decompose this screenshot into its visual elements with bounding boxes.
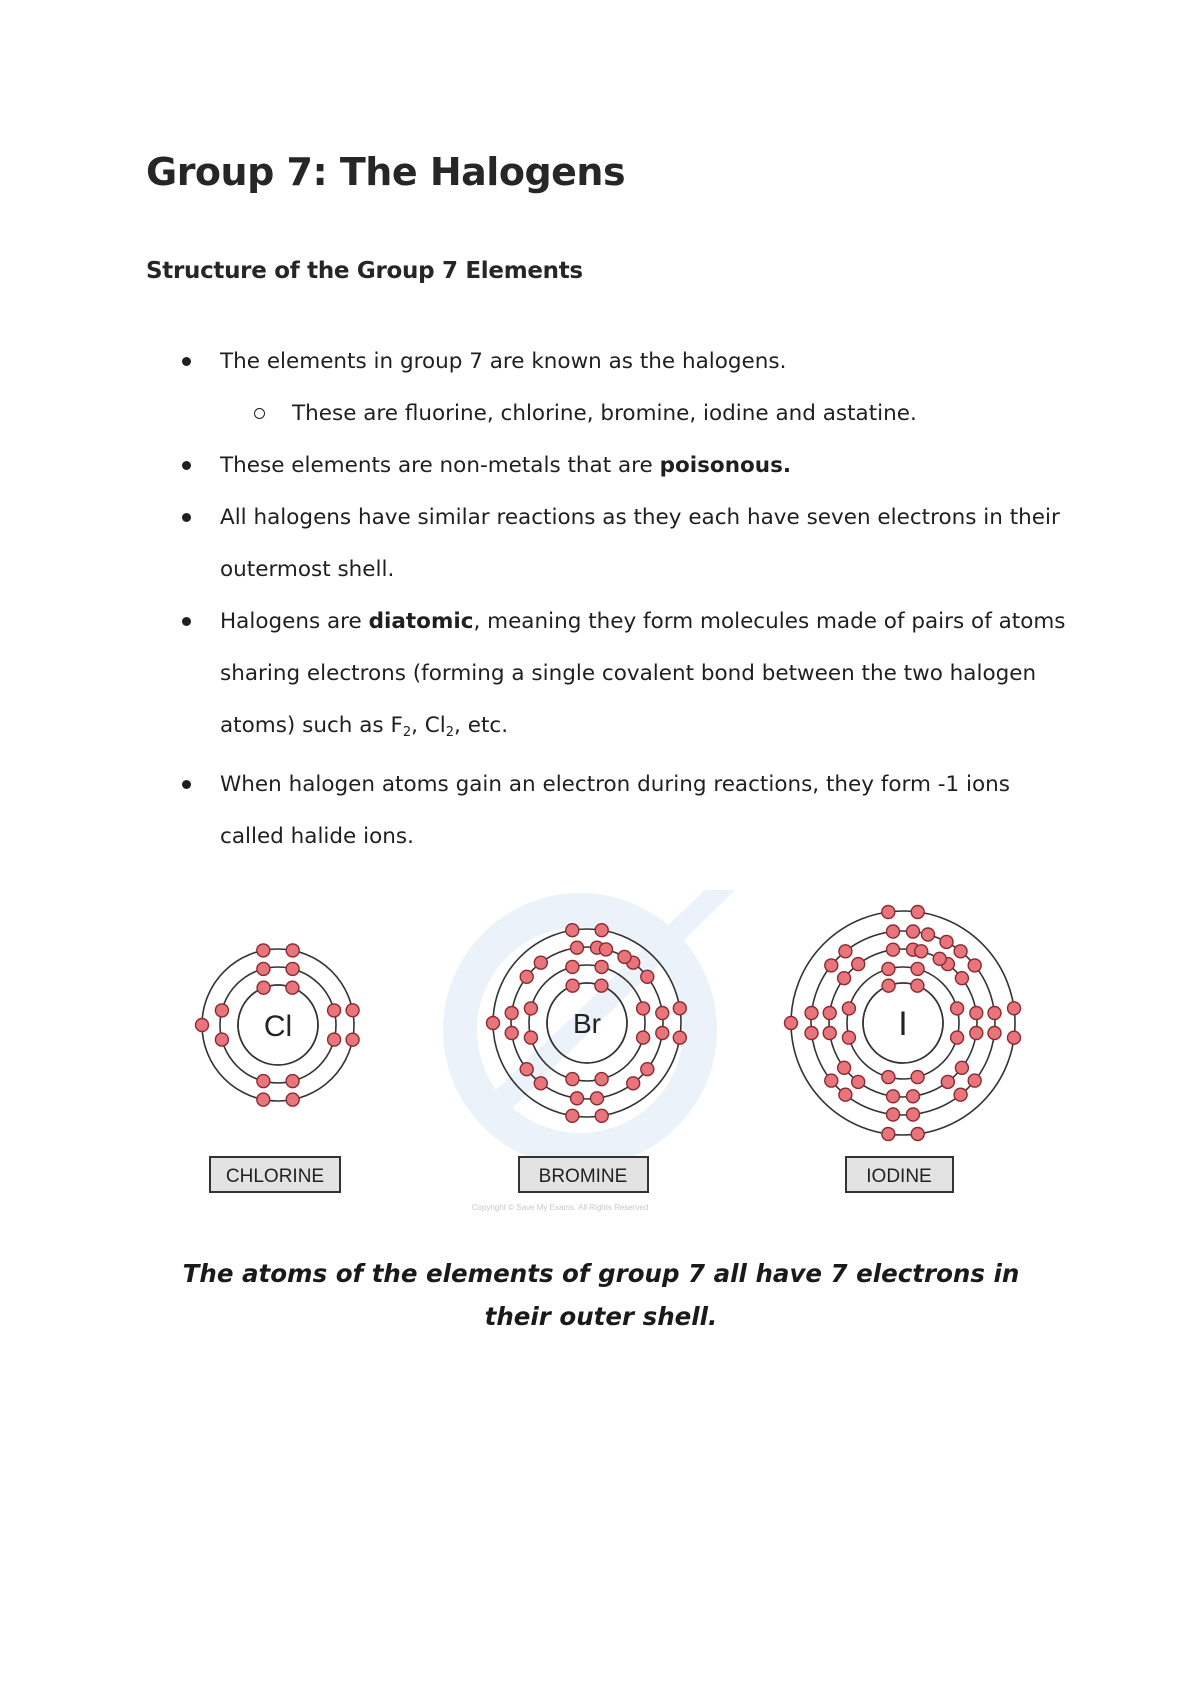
electron [988, 1027, 1001, 1040]
electron [591, 1092, 604, 1105]
electron [656, 1007, 669, 1020]
electron [257, 962, 270, 975]
electron [673, 1002, 686, 1015]
electron [566, 1073, 579, 1086]
electron [933, 952, 946, 965]
section-heading: Structure of the Group 7 Elements [146, 258, 583, 284]
electron [487, 1017, 500, 1030]
electron [534, 956, 547, 969]
iodine-label: IODINE [866, 1166, 932, 1187]
electron [838, 972, 851, 985]
electron [571, 1092, 584, 1105]
bromine-label-box [519, 1157, 648, 1192]
bullet-text: , Cl [411, 713, 446, 738]
electron [955, 1061, 968, 1074]
bromine-label: BROMINE [538, 1166, 628, 1187]
bullet-item [146, 492, 1076, 596]
electron [566, 960, 579, 973]
electron [911, 962, 924, 975]
electron [534, 1077, 547, 1090]
electron [257, 1093, 270, 1106]
electron [907, 1108, 920, 1121]
electron [907, 1090, 920, 1103]
electron [505, 1007, 518, 1020]
electron [954, 1088, 967, 1101]
subscript: 2 [402, 725, 412, 740]
figure-caption: The atoms of the elements of group 7 all have 7 electrons in their outer shell. [182, 1259, 1020, 1331]
bullet-text: All halogens have similar reactions as they each have seven electrons in their outermost shell. [220, 505, 1060, 582]
bold-term: diatomic [368, 609, 474, 634]
electron [286, 1075, 299, 1088]
electron [852, 958, 865, 971]
electron [637, 1002, 650, 1015]
electron [941, 1075, 954, 1088]
electron [838, 1061, 851, 1074]
bullet-text: The elements in group 7 are known as the halogens. [220, 349, 787, 374]
electron [286, 981, 299, 994]
sub-bullet-item [146, 388, 1076, 440]
bullet-text: , meaning they form molecules made of pairs of atoms sharing electrons (forming a single covalent bond between the two halogen atoms) such as F [220, 609, 1066, 738]
electron [505, 1027, 518, 1040]
bullet-text: Halogens are [220, 609, 369, 634]
page-title: Group 7: The Halogens [146, 150, 626, 194]
electron [882, 1071, 895, 1084]
electron [595, 960, 608, 973]
electron [595, 1109, 608, 1122]
electron [328, 1033, 341, 1046]
electron [656, 1027, 669, 1040]
electron [882, 979, 895, 992]
electron [346, 1033, 359, 1046]
electron [988, 1007, 1001, 1020]
bullet-item [146, 336, 1076, 388]
electron [595, 979, 608, 992]
electron [805, 1027, 818, 1040]
electron [911, 979, 924, 992]
bullet-item [146, 440, 1076, 492]
electron [887, 925, 900, 938]
electron [566, 924, 579, 937]
bullet-dot-icon [182, 780, 191, 789]
electron [887, 1108, 900, 1121]
electron [839, 945, 852, 958]
chlorine-label-box [210, 1157, 340, 1192]
electron [882, 1128, 895, 1141]
bullet-dot-icon [182, 461, 191, 470]
electron [1008, 1002, 1021, 1015]
electron [286, 1093, 299, 1106]
bullet-text: These elements are non-metals that are [220, 453, 660, 478]
electron [951, 1002, 964, 1015]
electron [922, 928, 935, 941]
electron [839, 1088, 852, 1101]
electron [970, 1027, 983, 1040]
electron [955, 972, 968, 985]
electron [286, 962, 299, 975]
bullet-text: When halogen atoms gain an electron during reactions, they form -1 ions called halide ions. [220, 772, 1010, 849]
electron [215, 1033, 228, 1046]
electron [911, 906, 924, 919]
electron [595, 1073, 608, 1086]
element-symbol: I [898, 1005, 908, 1044]
chlorine-label: CHLORINE [225, 1166, 325, 1187]
electron [887, 1090, 900, 1103]
electron [968, 1074, 981, 1087]
bold-term: poisonous. [659, 453, 792, 478]
electron [1008, 1031, 1021, 1044]
copyright-note: Copyright © Save My Exams. All Rights Reserved [471, 1203, 649, 1212]
electron [257, 944, 270, 957]
electron [825, 1074, 838, 1087]
element-symbol: Cl [263, 1009, 293, 1043]
electron [673, 1031, 686, 1044]
electron [566, 1109, 579, 1122]
electron [520, 1063, 533, 1076]
electron [887, 943, 900, 956]
electron [215, 1004, 228, 1017]
electron [637, 1031, 650, 1044]
electron [196, 1019, 209, 1032]
electron [524, 1031, 537, 1044]
bullet-list [146, 336, 1076, 863]
electron [882, 962, 895, 975]
electron [968, 959, 981, 972]
electron [257, 981, 270, 994]
element-symbol: Br [573, 1008, 601, 1040]
electron [566, 979, 579, 992]
bullet-item [146, 759, 1076, 863]
hollow-bullet-icon [254, 408, 265, 419]
subscript: 2 [445, 725, 455, 740]
bullet-dot-icon [182, 357, 191, 366]
chlorine-atom [196, 944, 360, 1106]
iodine-atom [785, 906, 1021, 1141]
electron [970, 1007, 983, 1020]
electron [520, 970, 533, 983]
electron [600, 943, 613, 956]
bullet-dot-icon [182, 617, 191, 626]
electron [823, 1007, 836, 1020]
electron [286, 944, 299, 957]
bullet-item [146, 596, 1076, 759]
electron [627, 1077, 640, 1090]
electron [911, 1128, 924, 1141]
electron [823, 1027, 836, 1040]
electron [842, 1002, 855, 1015]
electron [940, 935, 953, 948]
electron [951, 1031, 964, 1044]
iodine-label-box [846, 1157, 953, 1192]
electron [641, 970, 654, 983]
bullet-text: These are fluorine, chlorine, bromine, iodine and astatine. [292, 401, 917, 426]
electron [805, 1007, 818, 1020]
electron [852, 1075, 865, 1088]
bullet-dot-icon [182, 513, 191, 522]
electron [618, 950, 631, 963]
electron [785, 1017, 798, 1030]
electron [954, 945, 967, 958]
electron [524, 1002, 537, 1015]
electron [641, 1063, 654, 1076]
electron [882, 906, 895, 919]
electron [907, 925, 920, 938]
electron [915, 945, 928, 958]
electron [346, 1004, 359, 1017]
electron [842, 1031, 855, 1044]
electron [595, 924, 608, 937]
electron [328, 1004, 341, 1017]
electron-shell-diagram [0, 880, 1200, 1220]
electron [571, 941, 584, 954]
electron [825, 959, 838, 972]
electron [911, 1071, 924, 1084]
electron [257, 1075, 270, 1088]
bullet-text: , etc. [454, 713, 509, 738]
